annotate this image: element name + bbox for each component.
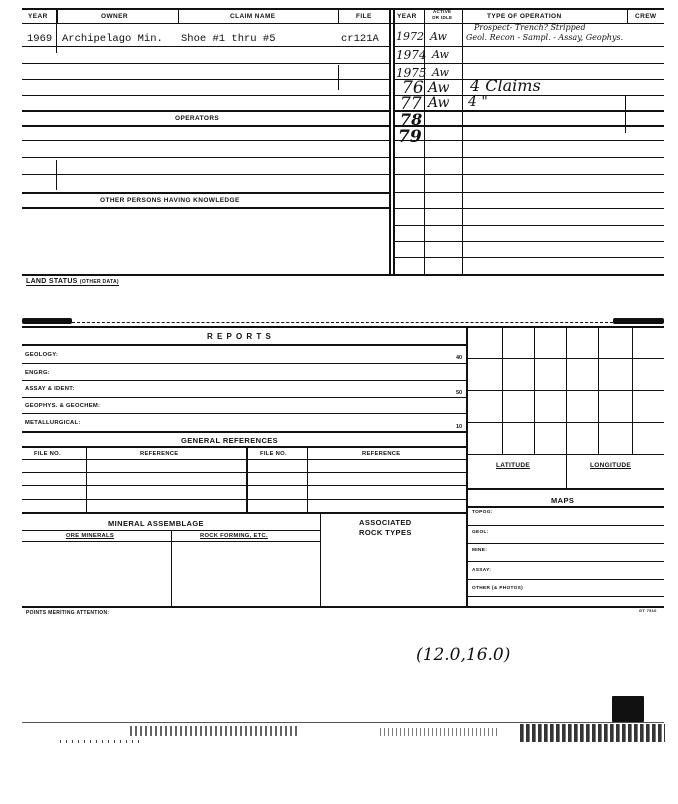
record-file: cr121A — [341, 33, 379, 45]
activity-year-3: 1975 — [396, 66, 427, 80]
other-persons-label: OTHER PERSONS HAVING KNOWLEDGE — [100, 197, 240, 204]
rock-forming-label: ROCK FORMING, ETC. — [200, 533, 268, 539]
record-year: 1969 — [27, 33, 53, 45]
header-year-2: YEAR — [397, 13, 417, 20]
activity-operation-5: 4 " — [468, 94, 488, 110]
activity-status-4: Aw — [428, 80, 450, 96]
reports-title: R E P O R T S — [207, 332, 272, 341]
header-file: FILE — [356, 13, 372, 20]
points-meriting-attention: POINTS MERITING ATTENTION: — [26, 610, 110, 616]
record-claim-name: Shoe #1 thru #5 — [181, 33, 276, 45]
activity-year-4: 76 — [402, 78, 424, 98]
associated-label: ASSOCIATED — [359, 518, 412, 527]
form-number: GT 7910 — [639, 608, 657, 613]
report-num-assay: 50 — [456, 390, 463, 396]
header-or-idle: OR IDLE — [432, 15, 453, 20]
header-active: ACTIVE — [433, 9, 452, 14]
ore-minerals-label: ORE MINERALS — [66, 533, 115, 539]
header-claim-name: CLAIM NAME — [230, 13, 276, 20]
header-type-of-operation: TYPE OF OPERATION — [487, 13, 562, 20]
report-num-geology: 40 — [456, 355, 463, 361]
coordinates-note: (12.0,16.0) — [416, 645, 511, 665]
maps-row-mine: MINE: — [472, 548, 488, 553]
latitude-label: LATITUDE — [496, 462, 531, 469]
header-owner: OWNER — [101, 13, 128, 20]
report-row-geophys: GEOPHYS. & GEOCHEM: — [25, 403, 101, 409]
gr-col-file-no-2: FILE NO. — [260, 451, 287, 457]
gr-col-file-no-1: FILE NO. — [34, 451, 61, 457]
land-status-label — [26, 278, 119, 286]
maps-row-geol: GEOL: — [472, 530, 489, 535]
activity-year-2: 1974 — [396, 48, 427, 62]
maps-row-other: OTHER (& PHOTOS) — [472, 586, 524, 591]
activity-year-6: 78 — [400, 110, 423, 129]
operators-label: OPERATORS — [175, 115, 220, 122]
general-references-title: GENERAL REFERENCES — [181, 436, 279, 445]
maps-row-topog: TOPOG: — [472, 510, 493, 515]
header-year: YEAR — [28, 13, 48, 20]
activity-operation-4: 4 Claims — [470, 76, 541, 95]
activity-status-2: Aw — [432, 48, 449, 61]
land-status-subtext: (OTHER DATA) — [79, 279, 119, 285]
rock-types-label: ROCK TYPES — [359, 528, 412, 537]
activity-year-7: 79 — [398, 127, 422, 147]
activity-status-1: Aw — [430, 30, 447, 43]
gr-col-reference-2: REFERENCE — [362, 451, 401, 457]
activity-status-5: Aw — [428, 95, 450, 111]
record-owner: Archipelago Min. — [62, 33, 163, 45]
header-crew: CREW — [635, 13, 657, 20]
report-row-engrg: ENGRG: — [25, 370, 50, 376]
report-num-metallurgical: 10 — [456, 424, 463, 430]
maps-title: MAPS — [551, 496, 575, 505]
gr-col-reference-1: REFERENCE — [140, 451, 179, 457]
longitude-label: LONGITUDE — [590, 462, 631, 469]
operation-note: Prospect- Trench? Stripped — [474, 23, 586, 32]
activity-operation-1: Geol. Recon - Sampl. - Assay, Geophys. — [466, 33, 624, 42]
activity-status-3: Aw — [432, 66, 449, 79]
activity-year-5: 77 — [400, 94, 422, 114]
report-row-assay: ASSAY & IDENT: — [25, 386, 75, 392]
activity-year-1: 1972 — [396, 30, 424, 43]
report-row-geology: GEOLOGY: — [25, 352, 59, 358]
land-status-text: LAND STATUS — [26, 278, 78, 285]
report-row-metallurgical: METALLURGICAL: — [25, 420, 81, 426]
maps-row-assay: ASSAY: — [472, 568, 492, 573]
mineral-assemblage-title: MINERAL ASSEMBLAGE — [108, 519, 204, 528]
